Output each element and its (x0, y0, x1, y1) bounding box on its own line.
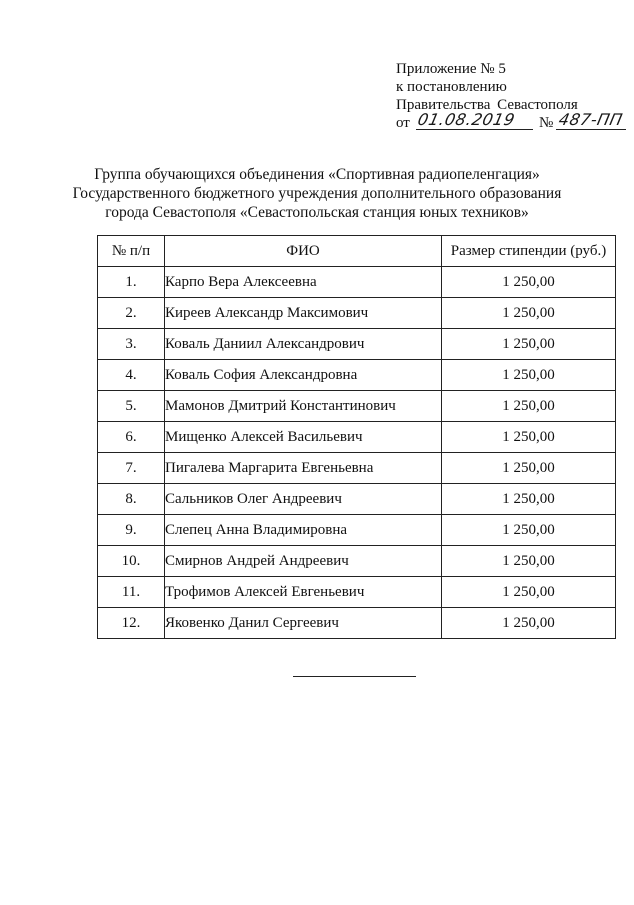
row-amount: 1 250,00 (442, 546, 616, 577)
row-name: Киреев Александр Максимович (165, 298, 442, 329)
table-row (98, 515, 616, 546)
row-name: Коваль София Александровна (165, 360, 442, 391)
row-amount: 1 250,00 (442, 267, 616, 298)
appendix-resolution-ref: к постановлению (396, 79, 507, 95)
row-name: Пигалева Маргарита Евгеньевна (165, 453, 442, 484)
row-amount: 1 250,00 (442, 298, 616, 329)
row-amount: 1 250,00 (442, 360, 616, 391)
row-name: Карпо Вера Алексеевна (165, 267, 442, 298)
header-number: № п/п (98, 236, 165, 267)
table-row (98, 484, 616, 515)
table-row (98, 360, 616, 391)
row-name: Сальников Олег Андреевич (165, 484, 442, 515)
header-name: ФИО (165, 236, 442, 267)
row-name: Яковенко Данил Сергеевич (165, 608, 442, 639)
table-row (98, 453, 616, 484)
row-number: 6. (98, 422, 165, 453)
row-amount: 1 250,00 (442, 577, 616, 608)
row-number: 5. (98, 391, 165, 422)
title-line-1: Группа обучающихся объединения «Спортивная радиопеленгация» (94, 166, 540, 183)
row-number: 8. (98, 484, 165, 515)
appendix-block (396, 60, 628, 134)
row-amount: 1 250,00 (442, 422, 616, 453)
row-amount: 1 250,00 (442, 608, 616, 639)
header-stipend: Размер стипендии (руб.) (442, 236, 616, 267)
table-row (98, 608, 616, 639)
from-label: от (396, 115, 410, 131)
row-number: 1. (98, 267, 165, 298)
row-number: 3. (98, 329, 165, 360)
number-underline (556, 129, 626, 130)
date-underline (416, 129, 533, 130)
stipend-table (97, 235, 616, 639)
row-number: 10. (98, 546, 165, 577)
document-title (40, 165, 594, 222)
row-number: 7. (98, 453, 165, 484)
table-header-row (98, 236, 616, 267)
row-name: Смирнов Андрей Андреевич (165, 546, 442, 577)
table-row (98, 577, 616, 608)
end-divider (293, 676, 416, 677)
title-line-2: Государственного бюджетного учреждения дополнительного образования (72, 185, 562, 202)
row-number: 12. (98, 608, 165, 639)
handwritten-number: 487-ПП (557, 110, 625, 129)
appendix-date-line (396, 110, 628, 134)
number-label: № (539, 115, 554, 131)
row-name: Трофимов Алексей Евгеньевич (165, 577, 442, 608)
table-row (98, 422, 616, 453)
row-name: Мамонов Дмитрий Константинович (165, 391, 442, 422)
handwritten-date: 01.08.2019 (416, 110, 517, 129)
table-row (98, 546, 616, 577)
row-name: Мищенко Алексей Васильевич (165, 422, 442, 453)
row-amount: 1 250,00 (442, 453, 616, 484)
table-row (98, 298, 616, 329)
row-name: Слепец Анна Владимировна (165, 515, 442, 546)
row-amount: 1 250,00 (442, 515, 616, 546)
row-number: 4. (98, 360, 165, 391)
appendix-government: Правительства Севастополя (396, 97, 578, 113)
row-amount: 1 250,00 (442, 391, 616, 422)
row-number: 9. (98, 515, 165, 546)
appendix-number: Приложение № 5 (396, 61, 506, 77)
row-number: 2. (98, 298, 165, 329)
title-line-3: города Севастополя «Севастопольская станция юных техников» (105, 204, 529, 221)
row-number: 11. (98, 577, 165, 608)
row-amount: 1 250,00 (442, 329, 616, 360)
row-name: Коваль Даниил Александрович (165, 329, 442, 360)
table-row (98, 267, 616, 298)
table-row (98, 329, 616, 360)
table-row (98, 391, 616, 422)
row-amount: 1 250,00 (442, 484, 616, 515)
